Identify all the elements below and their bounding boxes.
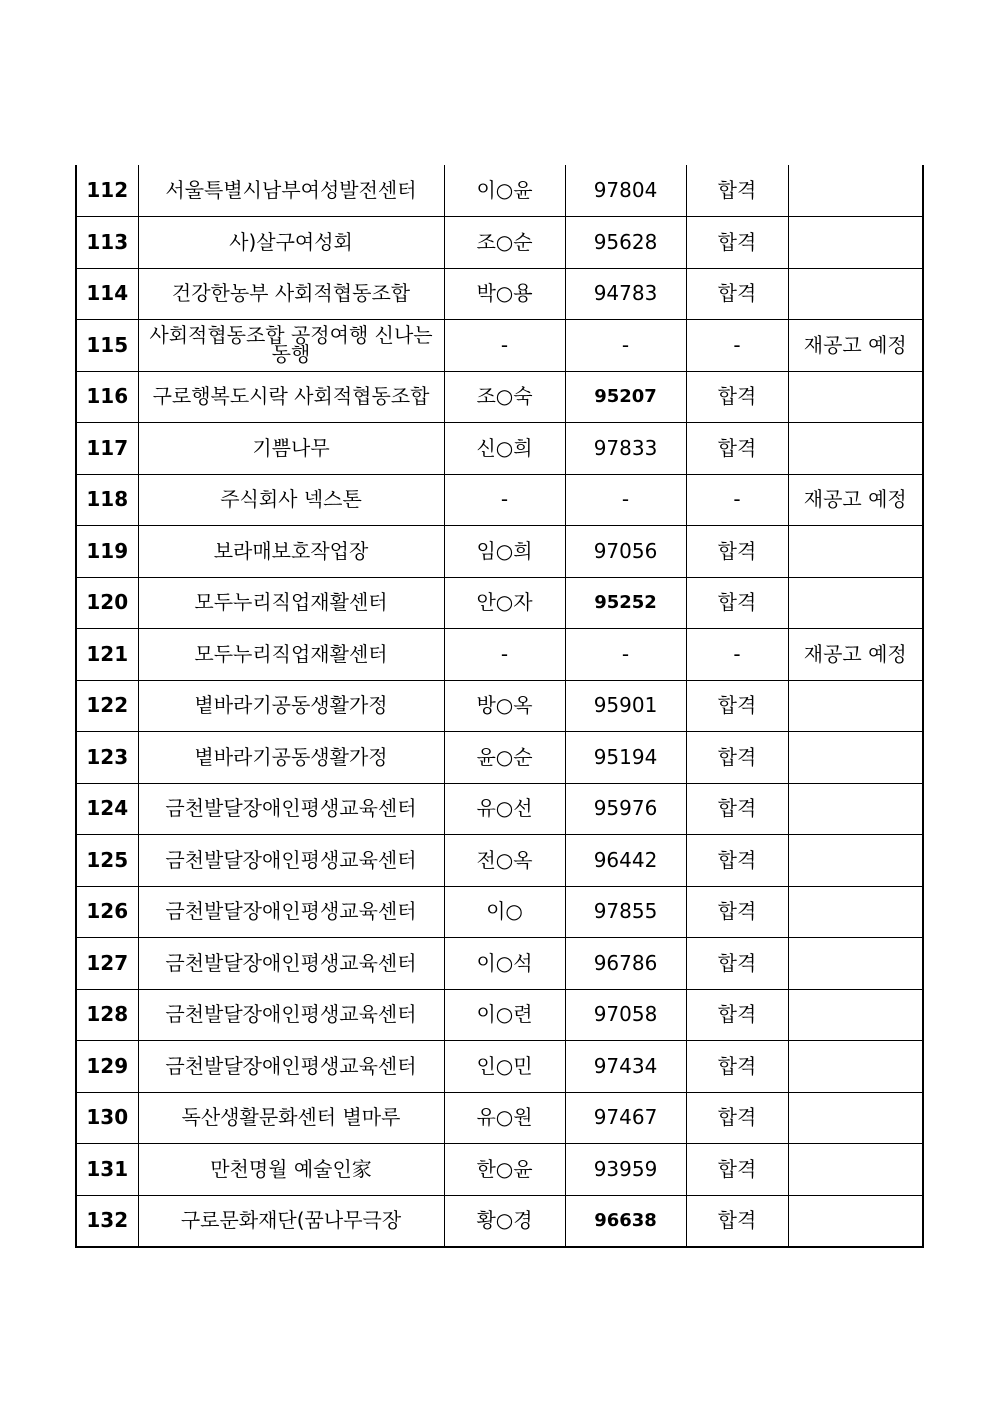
score: 96442 xyxy=(565,835,686,887)
row-number: 124 xyxy=(76,783,138,835)
note xyxy=(788,577,923,629)
organization-name: 사회적협동조합 공정여행 신나는동행 xyxy=(138,320,444,372)
applicant-name: 이○석 xyxy=(444,938,565,990)
table-row xyxy=(76,680,923,732)
row-number: 129 xyxy=(76,1041,138,1093)
organization-name: 보라매보호작업장 xyxy=(138,526,444,578)
organization-name: 건강한농부 사회적협동조합 xyxy=(138,268,444,320)
organization-name: 금천발달장애인평생교육센터 xyxy=(138,886,444,938)
result: 합격 xyxy=(686,886,788,938)
applicant-name: 조○숙 xyxy=(444,371,565,423)
row-number: 117 xyxy=(76,423,138,475)
row-number: 123 xyxy=(76,732,138,784)
result: 합격 xyxy=(686,783,788,835)
note xyxy=(788,886,923,938)
row-number: 122 xyxy=(76,680,138,732)
table-row xyxy=(76,783,923,835)
table-row xyxy=(76,938,923,990)
organization-name: 주식회사 넥스톤 xyxy=(138,474,444,526)
row-number: 114 xyxy=(76,268,138,320)
applicant-name: 한○윤 xyxy=(444,1144,565,1196)
row-number: 115 xyxy=(76,320,138,372)
note: 재공고 예정 xyxy=(788,629,923,681)
organization-name: 모두누리직업재활센터 xyxy=(138,577,444,629)
note xyxy=(788,165,923,217)
row-number: 116 xyxy=(76,371,138,423)
note xyxy=(788,732,923,784)
score: 96786 xyxy=(565,938,686,990)
result: 합격 xyxy=(686,217,788,269)
result: 합격 xyxy=(686,1092,788,1144)
applicant-name: - xyxy=(444,320,565,372)
note xyxy=(788,268,923,320)
table-row xyxy=(76,371,923,423)
result: 합격 xyxy=(686,1144,788,1196)
table-row xyxy=(76,165,923,217)
score: 97855 xyxy=(565,886,686,938)
applicant-name: 박○용 xyxy=(444,268,565,320)
organization-name: 사)살구여성회 xyxy=(138,217,444,269)
applicant-name: 윤○순 xyxy=(444,732,565,784)
result: 합격 xyxy=(686,732,788,784)
note xyxy=(788,217,923,269)
table-row xyxy=(76,629,923,681)
result: 합격 xyxy=(686,938,788,990)
table-row xyxy=(76,886,923,938)
applicant-name: 인○민 xyxy=(444,1041,565,1093)
note xyxy=(788,989,923,1041)
row-number: 112 xyxy=(76,165,138,217)
score: 95194 xyxy=(565,732,686,784)
organization-name: 금천발달장애인평생교육센터 xyxy=(138,783,444,835)
organization-name: 금천발달장애인평생교육센터 xyxy=(138,938,444,990)
note xyxy=(788,371,923,423)
table-row xyxy=(76,423,923,475)
applicant-name: 유○선 xyxy=(444,783,565,835)
table-row xyxy=(76,526,923,578)
results-sheet xyxy=(75,165,922,1248)
organization-name: 금천발달장애인평생교육센터 xyxy=(138,1041,444,1093)
row-number: 119 xyxy=(76,526,138,578)
table-row xyxy=(76,835,923,887)
table-row xyxy=(76,1195,923,1247)
row-number: 130 xyxy=(76,1092,138,1144)
applicant-name: 이○ xyxy=(444,886,565,938)
table-row xyxy=(76,577,923,629)
row-number: 127 xyxy=(76,938,138,990)
table-row xyxy=(76,732,923,784)
score: 97804 xyxy=(565,165,686,217)
note xyxy=(788,1041,923,1093)
result: 합격 xyxy=(686,423,788,475)
row-number: 126 xyxy=(76,886,138,938)
table-row xyxy=(76,1041,923,1093)
score: - xyxy=(565,629,686,681)
row-number: 113 xyxy=(76,217,138,269)
result: 합격 xyxy=(686,165,788,217)
organization-name: 볕바라기공동생활가정 xyxy=(138,732,444,784)
score: 97058 xyxy=(565,989,686,1041)
result: 합격 xyxy=(686,268,788,320)
table-row xyxy=(76,1092,923,1144)
organization-name: 금천발달장애인평생교육센터 xyxy=(138,835,444,887)
applicant-name: 안○자 xyxy=(444,577,565,629)
row-number: 131 xyxy=(76,1144,138,1196)
note xyxy=(788,423,923,475)
applicant-name: 방○옥 xyxy=(444,680,565,732)
results-table xyxy=(75,165,924,1248)
score: 95207 xyxy=(565,371,686,423)
result: - xyxy=(686,320,788,372)
table-row xyxy=(76,268,923,320)
table-row xyxy=(76,320,923,372)
organization-name: 모두누리직업재활센터 xyxy=(138,629,444,681)
applicant-name: - xyxy=(444,629,565,681)
applicant-name: 유○원 xyxy=(444,1092,565,1144)
note xyxy=(788,938,923,990)
table-row xyxy=(76,1144,923,1196)
applicant-name: 황○경 xyxy=(444,1195,565,1247)
table-row xyxy=(76,217,923,269)
row-number: 132 xyxy=(76,1195,138,1247)
note xyxy=(788,1195,923,1247)
score: - xyxy=(565,320,686,372)
organization-name: 구로문화재단(꿈나무극장 xyxy=(138,1195,444,1247)
applicant-name: 전○옥 xyxy=(444,835,565,887)
note xyxy=(788,680,923,732)
score: 95628 xyxy=(565,217,686,269)
score: 97056 xyxy=(565,526,686,578)
row-number: 118 xyxy=(76,474,138,526)
note xyxy=(788,783,923,835)
row-number: 120 xyxy=(76,577,138,629)
organization-name: 금천발달장애인평생교육센터 xyxy=(138,989,444,1041)
row-number: 128 xyxy=(76,989,138,1041)
applicant-name: 이○련 xyxy=(444,989,565,1041)
note xyxy=(788,1092,923,1144)
result: 합격 xyxy=(686,680,788,732)
row-number: 121 xyxy=(76,629,138,681)
score: 96638 xyxy=(565,1195,686,1247)
organization-name: 독산생활문화센터 별마루 xyxy=(138,1092,444,1144)
result: 합격 xyxy=(686,526,788,578)
result: - xyxy=(686,474,788,526)
score: 94783 xyxy=(565,268,686,320)
applicant-name: 신○희 xyxy=(444,423,565,475)
score: - xyxy=(565,474,686,526)
row-number: 125 xyxy=(76,835,138,887)
result: 합격 xyxy=(686,1041,788,1093)
note xyxy=(788,526,923,578)
result: 합격 xyxy=(686,989,788,1041)
note: 재공고 예정 xyxy=(788,474,923,526)
result: 합격 xyxy=(686,835,788,887)
note: 재공고 예정 xyxy=(788,320,923,372)
applicant-name: 임○희 xyxy=(444,526,565,578)
organization-name: 볕바라기공동생활가정 xyxy=(138,680,444,732)
table-row xyxy=(76,474,923,526)
score: 95976 xyxy=(565,783,686,835)
result: - xyxy=(686,629,788,681)
score: 97833 xyxy=(565,423,686,475)
note xyxy=(788,835,923,887)
table-row xyxy=(76,989,923,1041)
organization-name: 기쁨나무 xyxy=(138,423,444,475)
result: 합격 xyxy=(686,577,788,629)
organization-name: 만천명월 예술인家 xyxy=(138,1144,444,1196)
result: 합격 xyxy=(686,371,788,423)
score: 97434 xyxy=(565,1041,686,1093)
applicant-name: - xyxy=(444,474,565,526)
result: 합격 xyxy=(686,1195,788,1247)
applicant-name: 조○순 xyxy=(444,217,565,269)
score: 95252 xyxy=(565,577,686,629)
note xyxy=(788,1144,923,1196)
score: 93959 xyxy=(565,1144,686,1196)
organization-name: 구로행복도시락 사회적협동조합 xyxy=(138,371,444,423)
score: 95901 xyxy=(565,680,686,732)
applicant-name: 이○윤 xyxy=(444,165,565,217)
organization-name: 서울특별시남부여성발전센터 xyxy=(138,165,444,217)
score: 97467 xyxy=(565,1092,686,1144)
